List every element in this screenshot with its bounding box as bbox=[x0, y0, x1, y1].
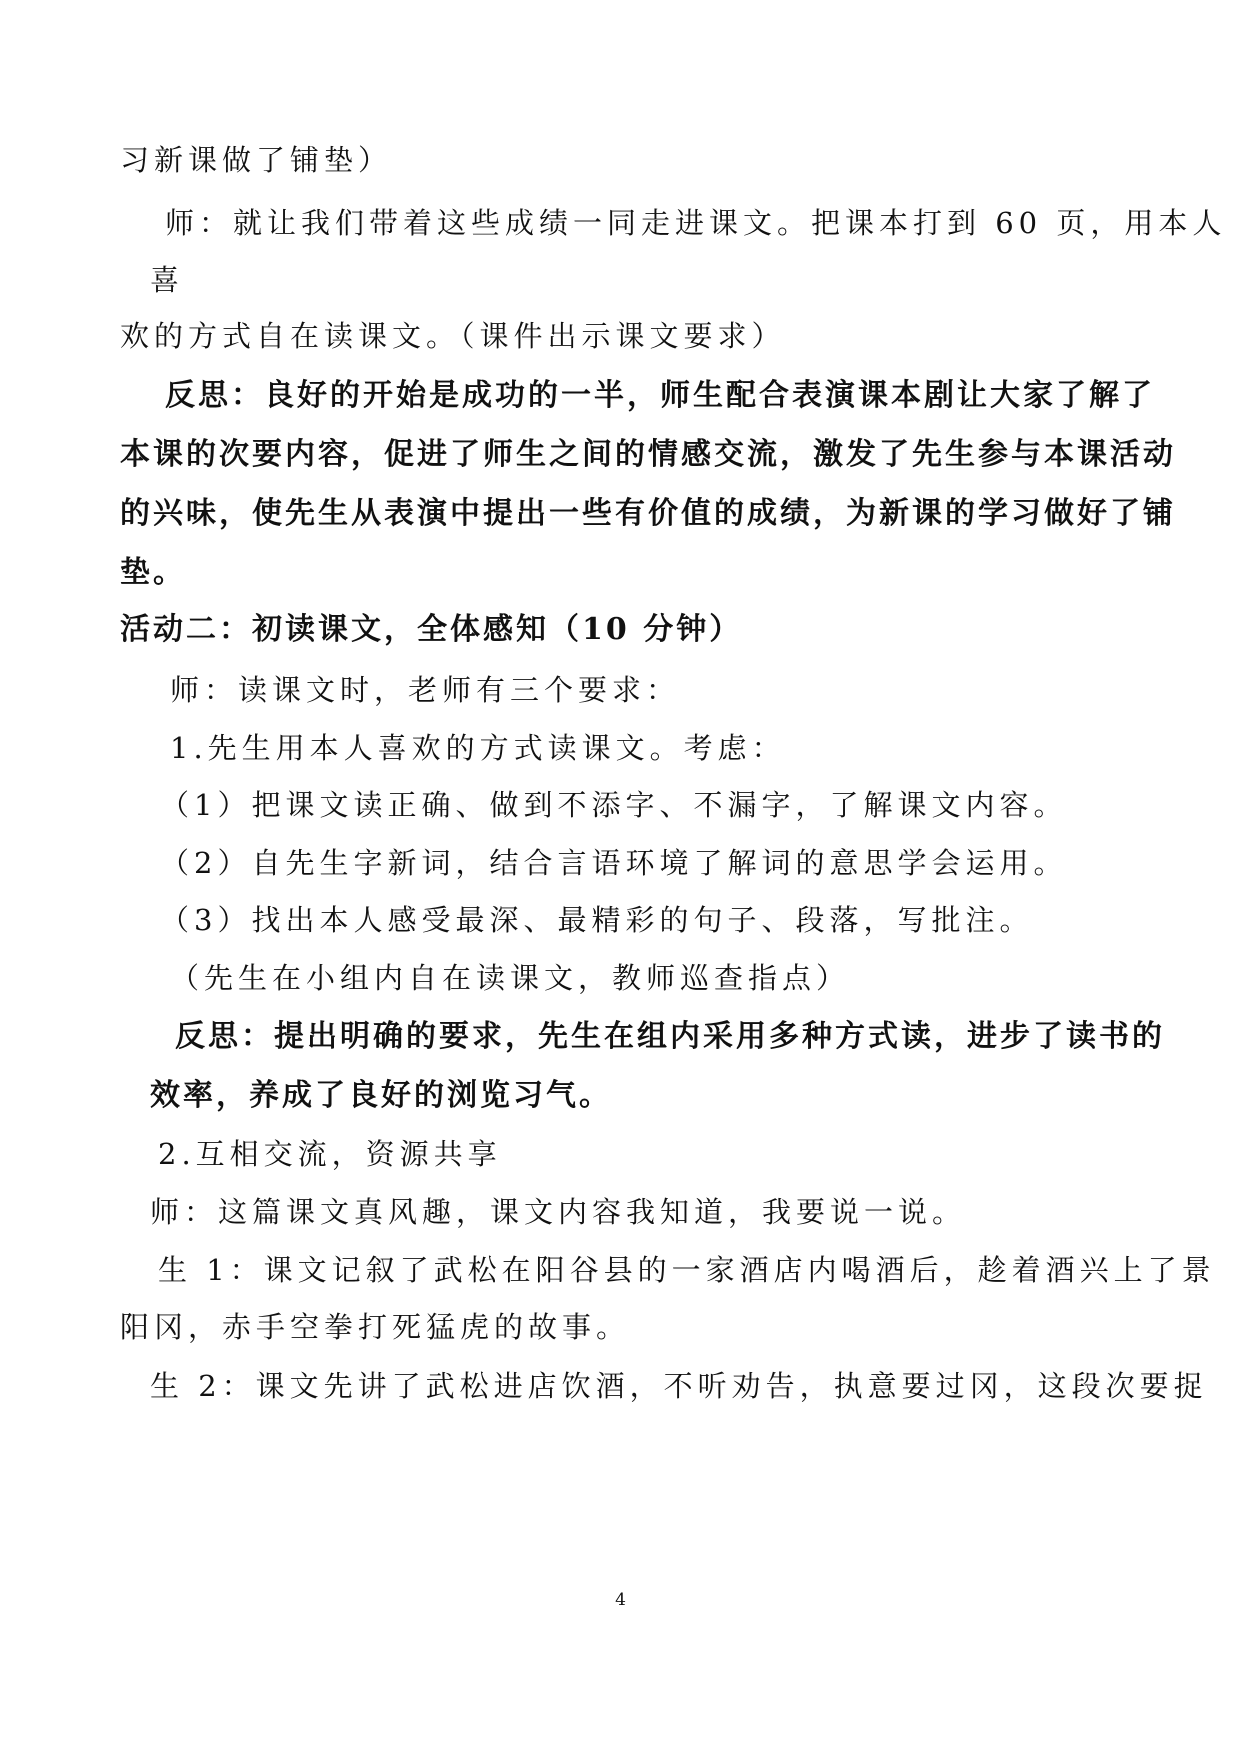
reflection-line: 本课的次要内容，促进了师生之间的情感交流，激发了先生参与本课活动 bbox=[120, 437, 1176, 472]
text-line: 师：读课文时，老师有三个要求： bbox=[170, 673, 681, 707]
text-line: 2.互相交流，资源共享 bbox=[158, 1137, 502, 1171]
text-line: （3）找出本人感受最深、最精彩的句子、段落，写批注。 bbox=[160, 903, 1034, 937]
text-line: （1）把课文读正确、做到不添字、不漏字，了解课文内容。 bbox=[160, 788, 1068, 822]
text-line: 习新课做了铺垫） bbox=[120, 143, 393, 177]
reflection-line: 的兴味，使先生从表演中提出一些有价值的成绩，为新课的学习做好了铺 bbox=[120, 496, 1176, 531]
reflection-line: 垫。 bbox=[120, 555, 186, 590]
text-line: 1.先生用本人喜欢的方式读课文。考虑： bbox=[170, 731, 786, 765]
text-line: 生 2：课文先讲了武松进店饮酒，不听劝告，执意要过冈，这段次要捉 bbox=[150, 1369, 1208, 1403]
text-line: （先生在小组内自在读课文，教师巡查指点） bbox=[170, 961, 851, 995]
reflection-line: 反思：提出明确的要求，先生在组内采用多种方式读，进步了读书的 bbox=[175, 1019, 1165, 1054]
text-line: 欢的方式自在读课文。（课件出示课文要求） bbox=[120, 319, 786, 353]
text-line: 阳冈，赤手空拳打死猛虎的故事。 bbox=[120, 1310, 631, 1344]
reflection-line: 效率，养成了良好的浏览习气。 bbox=[150, 1078, 612, 1113]
activity-heading: 活动二：初读课文，全体感知（10 分钟） bbox=[120, 612, 743, 647]
reflection-line: 反思：良好的开始是成功的一半，师生配合表演课本剧让大家了解了 bbox=[165, 378, 1155, 413]
text-line: （2）自先生字新词，结合言语环境了解词的意思学会运用。 bbox=[160, 846, 1068, 880]
text-line: 师：就让我们带着这些成绩一同走进课文。把课本打到 60 页，用本人 bbox=[165, 206, 1227, 240]
page-number: 4 bbox=[615, 1590, 626, 1610]
text-line: 生 1：课文记叙了武松在阳谷县的一家酒店内喝酒后，趁着酒兴上了景 bbox=[158, 1253, 1216, 1287]
text-line: 喜 bbox=[150, 263, 185, 297]
text-line: 师：这篇课文真风趣，课文内容我知道，我要说一说。 bbox=[150, 1195, 967, 1229]
